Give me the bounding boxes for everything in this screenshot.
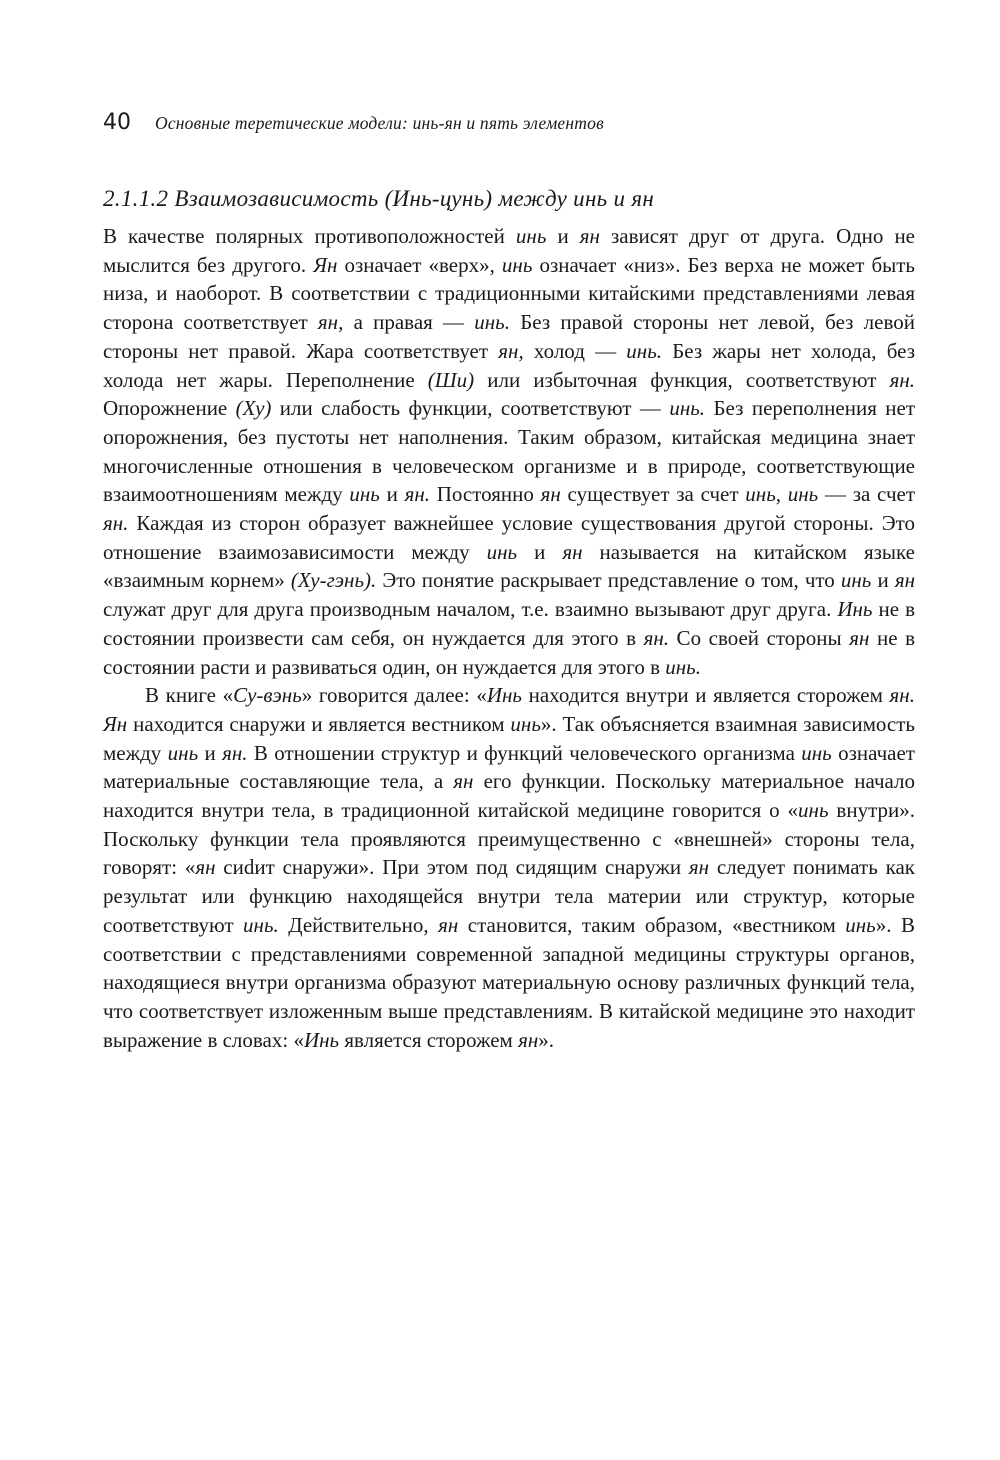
italic-term: инь. bbox=[626, 338, 663, 363]
section-heading: 2.1.1.2 Взаимозависимость (Инь-цунь) между инь и ян bbox=[103, 186, 655, 211]
text-run: а правая — bbox=[343, 310, 475, 335]
text-run: называется на китайском языке «взаимным корнем» bbox=[103, 539, 916, 593]
italic-term: инь bbox=[486, 539, 518, 564]
paragraph bbox=[103, 681, 915, 1054]
italic-term: инь. bbox=[665, 654, 701, 679]
italic-term: Инь bbox=[837, 597, 873, 622]
text-run: В книге « bbox=[145, 683, 234, 708]
italic-term: ян bbox=[453, 769, 474, 794]
paragraph bbox=[103, 222, 915, 681]
italic-term: ян. bbox=[103, 511, 129, 536]
italic-term: ян bbox=[579, 224, 600, 248]
text-run: его функции. Поскольку материальное начало находится внутри тела, в традиционной китайской медицине говорится о « bbox=[103, 769, 915, 823]
text-run: Со своей стороны bbox=[669, 625, 850, 650]
italic-term: ян bbox=[540, 482, 561, 507]
text-run: холод — bbox=[523, 338, 627, 363]
text-run: ». В соответствии с представлениями современной западной медицины структуры органов, находящиеся внутри организма образуют материальную основу различных функций тела, что соответствует изложенным выше представлениям. В китайской медицине это находит выражение в словах: « bbox=[103, 912, 915, 1052]
text-run: существует за счет bbox=[560, 482, 746, 507]
italic-term: инь. bbox=[243, 912, 279, 937]
italic-term: ян bbox=[894, 568, 915, 593]
italic-term: Инь bbox=[486, 683, 522, 708]
italic-term: инь, инь bbox=[745, 482, 819, 507]
italic-term: ян. Ян bbox=[103, 683, 915, 736]
text-run: или слабость функции, соответствуют — bbox=[271, 396, 670, 421]
text-run: служат друг для друга производным началом, т.е. взаимно вызывают друг друга. bbox=[103, 597, 838, 622]
text-run: не в состоянии расти и развиваться один, он нуждается для этого в bbox=[103, 625, 915, 679]
body-text bbox=[103, 222, 915, 1054]
italic-term: ян bbox=[849, 625, 870, 650]
text-run: и bbox=[379, 482, 405, 507]
italic-term: (Ху-гэнь). bbox=[290, 568, 377, 593]
text-run: Постоянно bbox=[430, 482, 541, 507]
text-run: означает «низ». Без верха не может быть низа, и наоборот. В соответствии с традиционными китайскими представлениями левая сторона соответствует bbox=[103, 252, 915, 335]
italic-term: инь. bbox=[474, 310, 510, 335]
text-run: и bbox=[517, 539, 563, 564]
text-run: зависят друг от друга. Одно не мыслится без другого. bbox=[103, 224, 915, 277]
text-run: » говорится далее: « bbox=[301, 683, 487, 708]
text-run: Без переполнения нет опорожнения, без пустоты нет наполнения. Таким образом, китайская медицина знает многочисленные отношения в человеческом организме и в природе, соответствующие взаимоотношениям между bbox=[103, 396, 916, 507]
italic-term: Су-вэнь bbox=[233, 683, 302, 708]
italic-term: инь bbox=[798, 798, 829, 823]
text-run: В качестве полярных противоположностей bbox=[103, 224, 516, 248]
text-run: Это понятие раскрывает представление о том, что bbox=[376, 568, 841, 593]
page-number: 40 bbox=[103, 110, 131, 135]
italic-term: инь bbox=[501, 252, 533, 277]
italic-term: Ян bbox=[313, 252, 338, 277]
text-run: и bbox=[871, 568, 895, 593]
italic-term: ян. bbox=[404, 482, 431, 507]
italic-term: инь bbox=[349, 482, 380, 507]
text-run: В отношении структур и функций человеческого организма bbox=[247, 740, 802, 765]
italic-term: ян bbox=[562, 539, 583, 564]
text-run: сиdит снаружи». При этом под сидящим снаружи bbox=[215, 855, 689, 880]
italic-term: ян. bbox=[889, 367, 915, 392]
text-run: — за счет bbox=[818, 482, 916, 507]
italic-term: Инь bbox=[303, 1027, 340, 1052]
text-run: становится, таким образом, «вестником bbox=[458, 912, 846, 937]
text-run: означает «верх», bbox=[337, 252, 502, 277]
text-run: ». Так объясняется взаимная зависимость между bbox=[103, 711, 915, 765]
text-run: Без правой стороны нет левой, без левой стороны нет правой. Жара соответствует bbox=[103, 310, 915, 363]
italic-term: инь bbox=[840, 568, 872, 593]
italic-term: ян, bbox=[317, 310, 344, 335]
text-run: находится снаружи и является вестником bbox=[127, 711, 511, 736]
italic-term: ян, bbox=[498, 338, 524, 363]
italic-term: (Ши) bbox=[427, 367, 475, 392]
italic-term: инь bbox=[801, 740, 832, 765]
text-run: ». bbox=[538, 1027, 555, 1052]
text-run: внутри». Поскольку функции тела проявляются преимущественно с «внешней» стороны тела, говорят: « bbox=[103, 798, 915, 880]
text-run: Действительно, bbox=[278, 912, 439, 937]
italic-term: ян bbox=[438, 912, 459, 937]
text-run: Без жары нет холода, без холода нет жары. Переполнение bbox=[103, 338, 915, 392]
italic-term: инь bbox=[515, 224, 547, 248]
text-run: Опорожнение bbox=[103, 396, 236, 421]
text-run: и bbox=[546, 224, 580, 248]
italic-term: ян bbox=[195, 855, 216, 880]
italic-term: ян bbox=[518, 1027, 539, 1052]
running-header bbox=[103, 110, 920, 135]
italic-term: инь bbox=[510, 711, 541, 736]
italic-term: инь. bbox=[669, 396, 706, 421]
italic-term: ян bbox=[688, 855, 710, 880]
italic-term: ян. bbox=[643, 625, 669, 650]
text-run: не в состоянии произвести сам себя, он нуждается для этого в bbox=[103, 597, 915, 650]
italic-term: инь bbox=[845, 912, 876, 937]
text-run: или избыточная функция, соответствуют bbox=[474, 367, 890, 392]
italic-term: (Ху) bbox=[235, 396, 272, 421]
text-run: следует понимать как результат или функцию находящейся внутри тела материи или структур, которые соответствуют bbox=[103, 855, 915, 937]
italic-term: ян. bbox=[222, 740, 248, 765]
text-run: Каждая из сторон образует важнейшее условие существования другой стороны. Это отношение взаимозависимости между bbox=[103, 511, 915, 564]
running-title: Основные теретические модели: инь-ян и пять элементов bbox=[155, 113, 604, 133]
italic-term: инь bbox=[167, 740, 199, 765]
text-run: является сторожем bbox=[339, 1027, 519, 1052]
text-run: находится внутри и является сторожем bbox=[521, 683, 890, 708]
text-run: и bbox=[198, 740, 223, 765]
text-run: означает материальные составляющие тела, а bbox=[103, 740, 915, 794]
